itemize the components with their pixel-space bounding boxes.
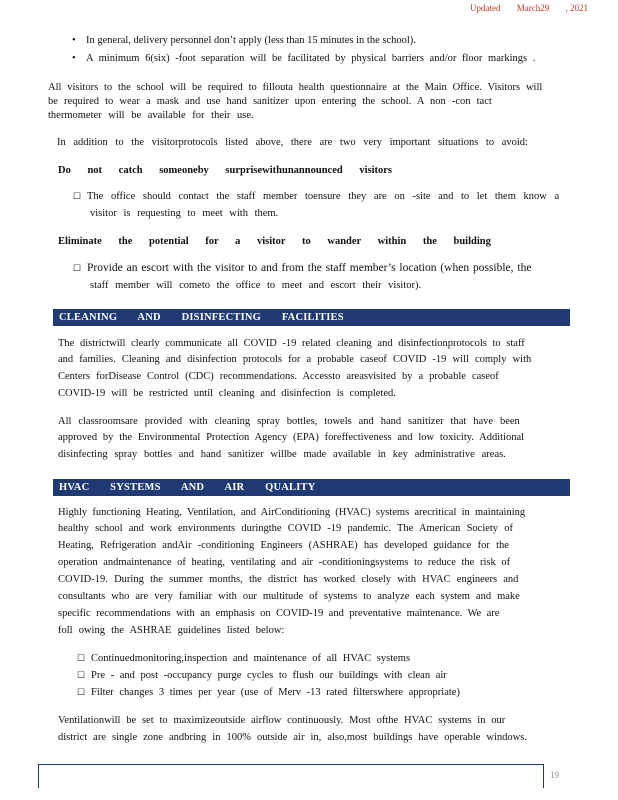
- bullet-text: Pre - and post -occupancy purge cycles to flush our buildings with clean air: [91, 670, 447, 681]
- square-bullet-icon: ☐: [77, 687, 86, 697]
- avoid-heading-1: Do not catch someoneby surprisewithunannounced visitors: [58, 165, 392, 176]
- bullet-text: Filter changes 3 times per year (use of Merv -13 rated filterswhere appropriate): [91, 687, 460, 698]
- avoid-heading-2: Eliminate the potential for a visitor to wander within the building: [58, 236, 491, 247]
- updated-label: Updated: [470, 3, 501, 13]
- updated-year: , 2021: [565, 3, 588, 13]
- escort-bullet-cont: staff member will cometo the office to meet and escort their visitor).: [90, 280, 422, 291]
- separation-bullet: [72, 53, 535, 64]
- hvac-para-line: COVID-19. During the summer months, the district has worked closely with HVAC engineers and: [58, 574, 519, 585]
- visitor-para-line: All visitors to the school will be required to fillouta health questionnaire at the Main Office. Visitors will: [48, 82, 543, 93]
- square-bullet-icon: ☐: [77, 653, 86, 663]
- footer-page-divider: [543, 764, 544, 788]
- page-number: 19: [550, 770, 559, 780]
- updated-date: March29: [516, 3, 550, 13]
- updated-stamp: [456, 3, 588, 13]
- hvac-para-line: consultants who are very familiar with our multitude of systems to analyze each system and make: [58, 591, 520, 602]
- vent-para-line: district are single zone andbring in 100% outside air in, also,most buildings have operable windows.: [58, 732, 527, 743]
- delivery-bullet: [72, 35, 416, 46]
- footer-left-tick: [38, 764, 39, 788]
- cleaning-para2-line: approved by the Environmental Protection Agency (EPA) foreffectiveness and low toxicity. Additional: [58, 432, 525, 443]
- hvac-para-line: Highly functioning Heating, Ventilation, and AirConditioning (HVAC) systems arecritical in maintaining: [58, 507, 526, 518]
- visitor-para-line: be required to wear a mask and use hand sanitizer upon entering the school. A non -con tact: [48, 96, 492, 107]
- bullet-text: Continuedmonitoring,inspection and maintenance of all HVAC systems: [91, 653, 411, 664]
- square-bullet-icon: ☐: [73, 191, 82, 201]
- bullet-text: The office should contact the staff member toensure they are on -site and to let them know a: [87, 191, 560, 202]
- vent-para-line: Ventilationwill be set to maximizeoutside airflow continuously. Most ofthe HVAC systems in our: [58, 715, 506, 726]
- bullet-text: Provide an escort with the visitor to and from the staff member’s location (when possible, the: [87, 262, 532, 274]
- bullet-dot-icon: •: [72, 35, 76, 46]
- cleaning-para-line: COVID-19 will be restricted until cleaning and disinfection is completed.: [58, 388, 396, 399]
- cleaning-para-line: The districtwill clearly communicate all COVID -19 related cleaning and disinfectionprotocols to staff: [58, 338, 525, 349]
- cleaning-para-line: and families. Cleaning and disinfection protocols for a probable caseof COVID -19 will comply with: [58, 354, 532, 365]
- section-heading-cleaning: CLEANING AND DISINFECTING FACILITIES: [53, 309, 570, 326]
- hvac-bullet: [77, 670, 447, 681]
- cleaning-para2-line: disinfecting spray bottles and hand sanitizer willbe made available in key administrative areas.: [58, 449, 506, 460]
- footer-rule: [38, 764, 543, 765]
- square-bullet-icon: ☐: [73, 263, 82, 273]
- section-heading-hvac: HVAC SYSTEMS AND AIR QUALITY: [53, 479, 570, 496]
- bullet-text: In general, delivery personnel don’t apply (less than 15 minutes in the school).: [86, 35, 416, 46]
- visitor-para-line: thermometer will be available for their use.: [48, 110, 254, 121]
- bullet-dot-icon: •: [72, 53, 76, 64]
- addition-line: In addition to the visitorprotocols listed above, there are two very important situations to avoid:: [57, 137, 528, 148]
- cleaning-para-line: Centers forDisease Control (CDC) recommendations. Accessto areasvisited by a probable caseof: [58, 371, 499, 382]
- hvac-para-line: healthy school and work environments duringthe COVID -19 pandemic. The American Society of: [58, 523, 514, 534]
- office-bullet-cont: visitor is requesting to meet with them.: [90, 208, 279, 219]
- cleaning-para2-line: All classroomsare provided with cleaning spray bottles, towels and hand sanitizer that have been: [58, 416, 520, 427]
- hvac-para-line: foll owing the ASHRAE guidelines listed below:: [58, 625, 285, 636]
- hvac-para-line: specific recommendations with an emphasis on COVID-19 and preventative maintenance. We are: [58, 608, 500, 619]
- hvac-para-line: operation andmaintenance of heating, ventilating and air -conditioningsystems to reduce the risk of: [58, 557, 511, 568]
- hvac-para-line: Heating, Refrigeration andAir -conditioning Engineers (ASHRAE) has developed guidance for the: [58, 540, 509, 551]
- hvac-bullet: [77, 653, 410, 664]
- bullet-text: A minimum 6(six) -foot separation will be facilitated by physical barriers and/or floor markings .: [86, 53, 536, 64]
- escort-bullet: [73, 262, 531, 274]
- hvac-bullet: [77, 687, 460, 698]
- office-bullet: [73, 191, 559, 202]
- square-bullet-icon: ☐: [77, 670, 86, 680]
